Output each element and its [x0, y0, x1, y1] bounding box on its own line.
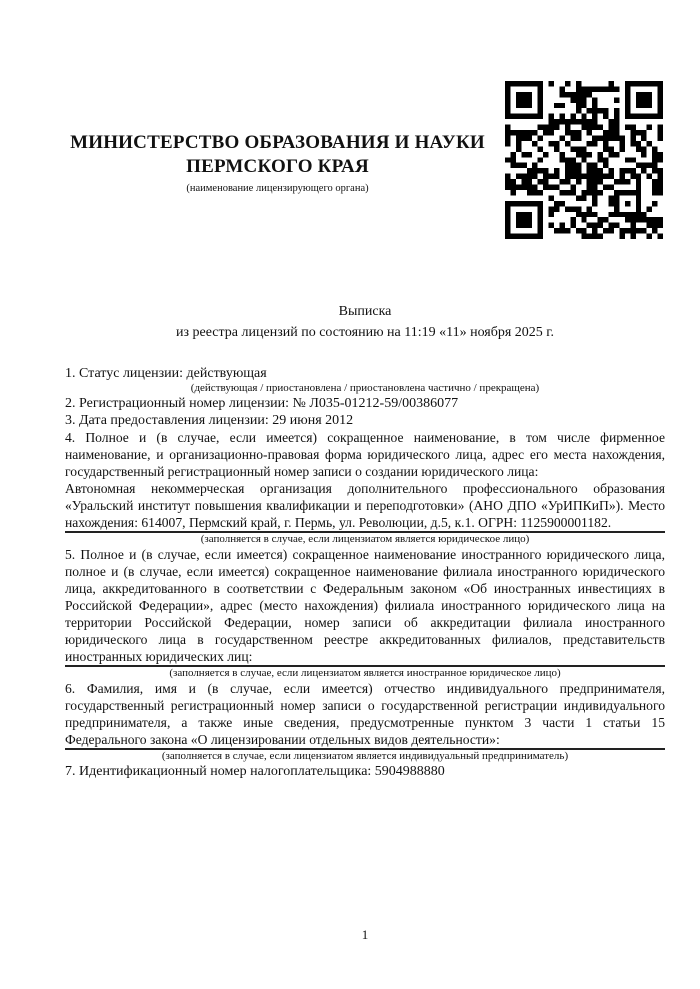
- page-number: 1: [361, 927, 369, 942]
- document-body: [65, 365, 665, 780]
- item-legal-entity-caption: (заполняется в случае, если лицензиатом является юридическое лицо): [200, 533, 530, 545]
- document-title-line2: из реестра лицензий по состоянию на 11:19 «11» ноября 2025 г.: [176, 325, 554, 340]
- ministry-name-line2: ПЕРМСКОГО КРАЯ: [186, 156, 369, 177]
- qr-code: [505, 81, 663, 239]
- document-title-line1: Выписка: [338, 304, 392, 319]
- item-entrepreneur-text: 6. Фамилия, имя и (в случае, если имеется) отчество индивидуального предпринимателя, государственный регистрационный номер записи о государственной регистрации индивидуального предпринимателя, а также иные сведения, предусмотренные пунктом 3 части 1 статьи 15 Федерального закона «О лицензировании отдельных видов деятельности»:: [65, 681, 665, 747]
- item-legal-entity-value: Автономная некоммерческая организация дополнительного профессионального образования «Уральский институт повышения квалификации и переподготовки» (АНО ДПО «УрИПКиП»). Место нахождения: 614007, Пермский край, г. Пермь, ул. Революции, д.5, к.1. ОГРН: 1125900001182.: [65, 481, 665, 530]
- item-foreign-entity-text: 5. Полное и (в случае, если имеется) сокращенное наименование иностранного юридического лица, полное и (в случае, если имеется) сокращенное наименование филиала иностранного юридического лица, аккредитованного в соответствии с Федеральным законом «Об иностранных инвестициях в Российской Федерации», адрес (место нахождения) филиала иностранного юридического лица на территории Российской Федерации, номер записи об аккредитации филиала иностранного юридического лица в государственном реестре аккредитованных филиалов, представительств иностранных юридических лиц:: [65, 547, 665, 664]
- item-entrepreneur-caption: (заполняется в случае, если лицензиатом является индивидуальный предприниматель): [161, 750, 569, 762]
- item-license-status: 1. Статус лицензии: действующая: [65, 366, 267, 381]
- item-foreign-entity-caption: (заполняется в случае, если лицензиатом является иностранное юридическое лицо): [169, 667, 561, 679]
- item-registration-number: 2. Регистрационный номер лицензии: № Л035-01212-59/00386077: [65, 396, 459, 411]
- item-license-status-caption: (действующая / приостановлена / приостановлена частично / прекращена): [190, 382, 540, 394]
- item-license-date: 3. Дата предоставления лицензии: 29 июня 2012: [65, 413, 354, 428]
- document-title: [65, 301, 665, 343]
- item-taxpayer-number: 7. Идентификационный номер налогоплательщика: 5904988880: [65, 764, 445, 779]
- licensing-authority-caption: (наименование лицензирующего органа): [186, 183, 369, 194]
- ministry-header: [40, 131, 515, 195]
- ministry-name-line1: МИНИСТЕРСТВО ОБРАЗОВАНИЯ И НАУКИ: [70, 132, 485, 153]
- item-legal-entity-intro: 4. Полное и (в случае, если имеется) сокращенное наименование, в том числе фирменное наименование, и организационно-правовая форма юридического лица, адрес его места нахождения, государственный регистрационный номер записи о создании юридического лица:: [65, 430, 665, 479]
